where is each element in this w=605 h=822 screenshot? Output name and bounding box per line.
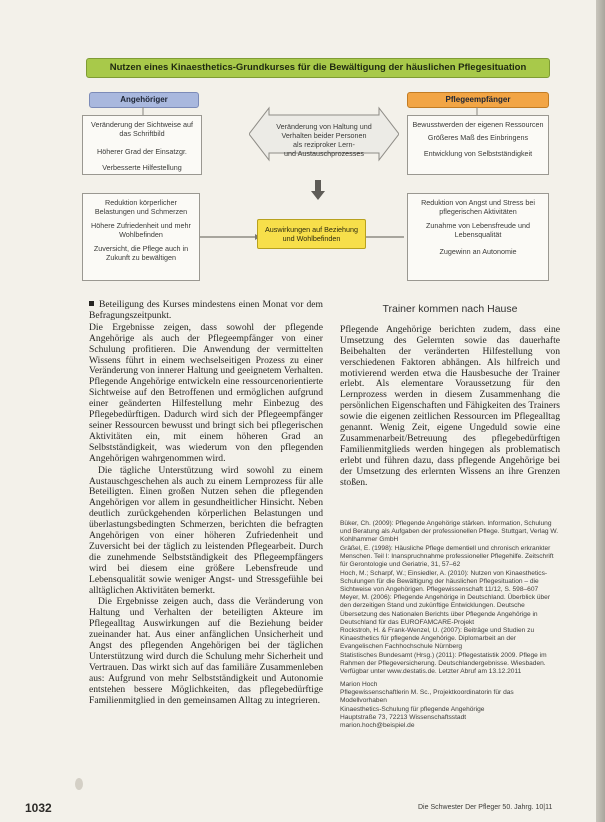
paragraph: Die Ergebnisse zeigen auch, dass die Veränderung von Haltung und Verhalten der beteiligten Akteure im Pflegealltag Auswirkungen auf die Beziehung beider zueinander hat. Aus einer anfänglichen Unsicherheit und Angst des pflegenden Angehörigen bei der täglichen Unterstützung wird durch die Schulung mehr Sicherheit und Vertrauen. Das wirkt sich auf das familiäre Zusammenleben aus: Aufgrund von mehr Selbstständigkeit und Autonomie entstehen bessere Möglichkeiten, das pflegebedürftige Familienmitglied in den gemeinsamen Alltag zu integrieren. — [89, 596, 323, 706]
pflegeempfaenger-outcomes-box — [407, 193, 549, 281]
wechselwirkung-text — [263, 122, 385, 158]
diagram-title: Nutzen eines Kinaesthetics-Grundkurses für die Bewältigung der häuslichen Pflegesituation — [86, 58, 550, 78]
list-item: Reduktion von Angst und Stress bei pflegerischen Aktivitäten — [421, 198, 535, 216]
pflegeempfaenger-header: Pflegeempfänger — [407, 92, 549, 108]
section-heading: Trainer kommen nach Hause — [382, 303, 518, 315]
list-item: Bewusstwerden der eigenen Ressourcen — [412, 120, 544, 129]
list-item: Verbesserte Hilfestellung — [102, 163, 182, 172]
address-line: marion.hoch@beispiel.de — [340, 721, 415, 729]
list-item: Zuversicht, die Pflege auch in Zukunft zu bewältigen — [93, 244, 189, 262]
reference-item: Büker, Ch. (2009): Pflegende Angehörige stärken. Information, Schulung und Beratung als Aufgaben der professionellen Pflege. Stuttgart, Verlag W. Kohlhammer GmbH — [340, 520, 559, 544]
center-line: als reziproker Lern- — [293, 140, 355, 149]
paragraph — [89, 300, 323, 322]
pflegeempfaenger-effects-box — [407, 115, 549, 175]
beziehung-result-box — [257, 219, 366, 249]
nutzen-diagram — [79, 55, 556, 285]
references-list — [340, 520, 560, 730]
list-item: Zunahme von Lebensfreude und Lebensqualität — [426, 221, 530, 239]
page-number: 1032 — [25, 801, 52, 815]
reference-item: Meyer, M. (2006): Pflegende Angehörige in Deutschland. Überblick über den derzeitigen Stand und zukünftige Entwicklungen. Deutsche Übersetzung des Nationalen Berichts über Pflegende Angehörige in Deutschland für das EUROFAMCARE-Projekt — [340, 594, 551, 626]
author-name: Marion Hoch — [340, 681, 378, 689]
journal-footer: Die Schwester Der Pfleger 50. Jahrg. 10|11 — [418, 804, 553, 811]
angehoeriger-outcomes-box — [82, 193, 200, 281]
paragraph-text: Beteiligung des Kurses mindestens einen Monat vor dem Befragungszeitpunkt. — [89, 299, 323, 321]
paragraph: Die Ergebnisse zeigen, dass sowohl der pflegende Angehörige als auch der Pflegeempfänger von einer Schulung profitieren. Die Anwendung der vermittelten Wissens führt in einem wechselseitigen Prozess zu einer Veränderung von innerer Haltung und geeignetem Verhalten. Pflegende Angehörige entwickeln eine ressourcenorientierte Sichtweise auf den Betroffenen und ermöglichen aufgrund einer geänderten Hilfestellung mehr Einbezug des Pflegebedürftigen. Dadurch wird sich der Pflegeempfänger seiner Ressourcen bewusst und bringt sich bei pflegerischen Aktivitäten ein, mit einem höheren Grad an Selbstständigkeit, was wiederum von den pflegenden Angehörigen wahrgenommen wird. — [89, 321, 323, 464]
result-line: Auswirkungen auf Beziehung — [264, 225, 359, 234]
reference-item: Rockstroh, H. & Frank-Wenzel, U. (2007): Beiträge und Studien zu Kinaesthetics für pflegende Angehörige. Diplomarbeit an der Evangelischen Fachhochschule Nürnberg — [340, 627, 535, 651]
list-item: Veränderung der Sichtweise auf das Schriftbild — [91, 120, 193, 138]
down-arrow-icon — [311, 180, 325, 205]
center-line: Verhalten beider Personen — [281, 131, 367, 140]
list-item: Größeres Maß des Einbringens — [427, 133, 529, 142]
list-item: Zugewinn an Autonomie — [439, 247, 517, 256]
list-item: Entwicklung von Selbstständigkeit — [423, 149, 533, 158]
paragraph: Die tägliche Unterstützung wird sowohl zu einem Austauschgeschehen als auch zu einem Lernprozess für alle Beteiligten. Einen großen Nutzen sehen die pflegenden Angehörigen vor allem in gesundheitlicher Hinsicht. Neben deutlich zurückgehenden körperlichen Belastungen und überlastungsbedingten Schmerzen, berichten die befragten Angehörigen von einer höheren Zufriedenheit und Zuversicht bei der täglich zu leistenden Pflegearbeit. Durch die zunehmende Selbstständigkeit des Pflegeempfängers wird bei diesem eine größere Lebensfreude und Lebensqualität sowie weniger Angst- und Stressgefühle bei alltäglichen Aktivitäten bemerkt. — [89, 464, 323, 596]
reference-item: Gräßel, E. (1998): Häusliche Pflege dementiell und chronisch erkrankter Menschen. Teil I: Inanspruchnahme professioneller Pflegehilfe. Zeitschrift für Gerontologie und Geriatrie, 31, 57–62 — [340, 544, 554, 568]
paragraph: Pflegende Angehörige berichten zudem, dass eine Umsetzung des Gelernten sowie das dauerhafte Beibehalten der veränderten Hilfestellung von verschiedenen Faktoren abhängen. Als hilfreich und motivierend werden etwa die Hausbesuche der Trainer erlebt. Als elementare Voraussetzung für den Lernprozess werden in diesem Zusammenhang die persönlichen Eigenschaften und Fähigkeiten des Trainers sowie die eigenen zeitlichen Ressourcen im Pflegealltag genannt. Wenig Zeit, eigene Ungeduld sowie eine Zusammenarbeit/Betreuung des pflegebedürftigen Familienmitglieds werden hingegen als problematisch erlebt und führen dazu, dass pflegende Angehörige bei der Umsetzung des erlernten Wissens an ihre Grenzen stoßen. — [340, 323, 560, 488]
address-line: Hauptstraße 73, 72213 Wissenschaftsstadt — [340, 713, 467, 721]
address-line: Pflegewissenschaftlerin M. Sc., Projektkoordinatorin für das Modellvorhaben — [340, 689, 514, 705]
center-line: und Austauschprozesses — [284, 149, 364, 158]
angehoeriger-header: Angehöriger — [89, 92, 199, 108]
reference-item: Hoch, M.; Scharpf, W.; Einsiedler, A. (2010): Nutzen von Kinaesthetics-Schulungen für die Bewältigung der häuslichen Pflegesituation – die Sichtweise von Angehörigen. Pflegewissenschaft 11/12, S. 598–607 — [340, 569, 548, 593]
center-line: Veränderung von Haltung und — [276, 122, 372, 131]
list-item: Reduktion körperlicher Belastungen und Schmerzen — [94, 198, 188, 216]
list-item: Höherer Grad der Einsatzgr. — [97, 147, 187, 156]
reference-item: Statistisches Bundesamt (Hrsg.) (2011): Pflegestatistik 2009. Pflege im Rahmen der Pflegeversicherung. Deutschlandergebnisse. Wiesbaden. Verfügbar unter www.destatis.de. Letzter Abruf am 13.12.2011 — [340, 652, 547, 676]
right-text-column — [340, 300, 560, 490]
list-item: Höhere Zufriedenheit und mehr Wohlbefinden — [91, 221, 191, 239]
page-stain — [75, 778, 83, 790]
left-text-column — [89, 300, 323, 708]
address-line: Kinaesthetics-Schulung für pflegende Angehörige — [340, 705, 485, 713]
page-edge — [596, 0, 605, 822]
bullet-icon — [89, 301, 94, 306]
angehoeriger-effects-box — [82, 115, 202, 175]
result-line: und Wohlbefinden — [282, 234, 341, 243]
